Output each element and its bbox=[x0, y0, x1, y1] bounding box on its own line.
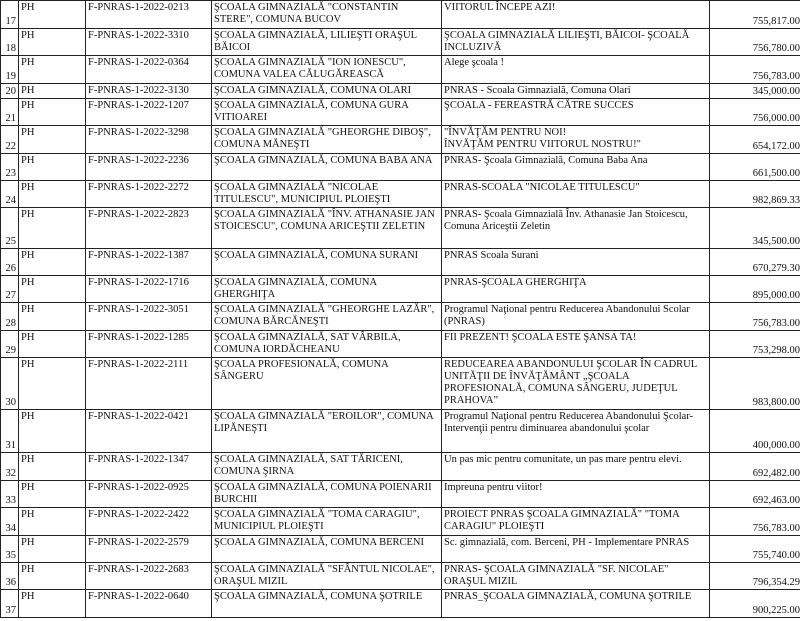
school-name-cell: ŞCOALA GIMNAZIALĂ "EROILOR", COMUNA LIPĂNEŞTI bbox=[212, 410, 442, 453]
table-row bbox=[1, 536, 800, 563]
project-code-cell: F-PNRAS-1-2022-2579 bbox=[86, 536, 212, 563]
row-number: 24 bbox=[1, 181, 19, 208]
table-row bbox=[1, 358, 800, 410]
table-row bbox=[1, 590, 800, 618]
project-title-cell: PNRAS- Şcoala Gimnazială, Comuna Baba Ana bbox=[442, 154, 710, 181]
school-name-cell: ŞCOALA GIMNAZIALĂ "TOMA CARAGIU", MUNICIPIUL PLOIEŞTI bbox=[212, 508, 442, 536]
table-row bbox=[1, 508, 800, 536]
county-cell: PH bbox=[19, 84, 86, 99]
county-cell: PH bbox=[19, 208, 86, 249]
value-cell: 670,279.30 bbox=[710, 249, 800, 276]
value-cell: 796,354.29 bbox=[710, 563, 800, 590]
school-name-cell: ŞCOALA GIMNAZIALĂ "GHEORGHE DIBOŞ", COMUNA MĂNEŞTI bbox=[212, 126, 442, 154]
school-name-cell: ŞCOALA GIMNAZIALĂ "SFÂNTUL NICOLAE", ORAŞUL MIZIL bbox=[212, 563, 442, 590]
project-title-cell: PNRAS Scoala Surani bbox=[442, 249, 710, 276]
school-name-cell: ŞCOALA GIMNAZIALĂ, LILIEŞTI ORAŞUL BĂICOI bbox=[212, 29, 442, 56]
value-cell: 692,482.00 bbox=[710, 453, 800, 481]
value-cell: 400,000.00 bbox=[710, 410, 800, 453]
value-cell: 982,869.33 bbox=[710, 181, 800, 208]
value-cell: 345,000.00 bbox=[710, 84, 800, 99]
value-cell: 753,298.00 bbox=[710, 331, 800, 358]
row-number: 22 bbox=[1, 126, 19, 154]
school-name-cell: ŞCOALA GIMNAZIALĂ, COMUNA OLARI bbox=[212, 84, 442, 99]
table-row bbox=[1, 276, 800, 303]
table-row bbox=[1, 126, 800, 154]
table-body bbox=[1, 1, 800, 618]
county-cell: PH bbox=[19, 1, 86, 29]
project-title-cell: PROIECT PNRAS ŞCOALA GIMNAZIALĂ" "TOMA CARAGIU" PLOIEŞTI bbox=[442, 508, 710, 536]
project-title-cell: Un pas mic pentru comunitate, un pas mare pentru elevi. bbox=[442, 453, 710, 481]
row-number: 18 bbox=[1, 29, 19, 56]
row-number: 27 bbox=[1, 276, 19, 303]
school-name-cell: ŞCOALA GIMNAZIALĂ, COMUNA SURANI bbox=[212, 249, 442, 276]
value-cell: 756,780.00 bbox=[710, 29, 800, 56]
project-code-cell: F-PNRAS-1-2022-0640 bbox=[86, 590, 212, 618]
value-cell: 654,172.00 bbox=[710, 126, 800, 154]
table-row bbox=[1, 1, 800, 29]
project-code-cell: F-PNRAS-1-2022-3130 bbox=[86, 84, 212, 99]
school-name-cell: ŞCOALA GIMNAZIALĂ "NICOLAE TITULESCU", MUNICIPIUL PLOIEŞTI bbox=[212, 181, 442, 208]
value-cell: 900,225.00 bbox=[710, 590, 800, 618]
school-name-cell: ŞCOALA GIMNAZIALĂ "CONSTANTIN STERE", COMUNA BUCOV bbox=[212, 1, 442, 29]
project-code-cell: F-PNRAS-1-2022-0213 bbox=[86, 1, 212, 29]
table-row bbox=[1, 331, 800, 358]
project-title-cell: Impreuna pentru viitor! bbox=[442, 481, 710, 508]
value-cell: 661,500.00 bbox=[710, 154, 800, 181]
county-cell: PH bbox=[19, 276, 86, 303]
value-cell: 755,740.00 bbox=[710, 536, 800, 563]
project-title-cell: Alege şcoala ! bbox=[442, 56, 710, 84]
school-name-cell: ŞCOALA GIMNAZIALĂ "ION IONESCU", COMUNA VALEA CĂLUGĂREASCĂ bbox=[212, 56, 442, 84]
county-cell: PH bbox=[19, 29, 86, 56]
row-number: 21 bbox=[1, 99, 19, 126]
school-name-cell: ŞCOALA GIMNAZIALĂ, SAT TĂRICENI, COMUNA ŞIRNA bbox=[212, 453, 442, 481]
project-title-cell: Programul Naţional pentru Reducerea Abandonului Şcolar- Intervenţii pentru diminuarea abandonului şcolar bbox=[442, 410, 710, 453]
table-row bbox=[1, 453, 800, 481]
school-name-cell: ŞCOALA GIMNAZIALĂ, COMUNA POIENARII BURCHII bbox=[212, 481, 442, 508]
table-row bbox=[1, 208, 800, 249]
project-title-cell: PNRAS-SCOALA "NICOLAE TITULESCU" bbox=[442, 181, 710, 208]
project-code-cell: F-PNRAS-1-2022-1387 bbox=[86, 249, 212, 276]
table-row bbox=[1, 56, 800, 84]
school-name-cell: ŞCOALA GIMNAZIALĂ "ÎNV. ATHANASIE JAN STOICESCU", COMUNA ARICEŞTII ZELETIN bbox=[212, 208, 442, 249]
county-cell: PH bbox=[19, 181, 86, 208]
row-number: 23 bbox=[1, 154, 19, 181]
project-title-cell: REDUCEAREA ABANDONULUI ŞCOLAR ÎN CADRUL UNITĂŢII DE ÎNVĂŢĂMÂNT „ŞCOALA PROFESIONALĂ, COMUNA SÂNGERU, JUDEŢUL PRAHOVA” bbox=[442, 358, 710, 410]
school-name-cell: ŞCOALA GIMNAZIALĂ, SAT VÂRBILA, COMUNA IORDĂCHEANU bbox=[212, 331, 442, 358]
row-number: 26 bbox=[1, 249, 19, 276]
project-code-cell: F-PNRAS-1-2022-2422 bbox=[86, 508, 212, 536]
project-code-cell: F-PNRAS-1-2022-1285 bbox=[86, 331, 212, 358]
project-title-cell: PNRAS - Scoala Gimnazială, Comuna Olari bbox=[442, 84, 710, 99]
value-cell: 756,783.00 bbox=[710, 56, 800, 84]
county-cell: PH bbox=[19, 154, 86, 181]
row-number: 25 bbox=[1, 208, 19, 249]
county-cell: PH bbox=[19, 249, 86, 276]
county-cell: PH bbox=[19, 303, 86, 331]
school-name-cell: ŞCOALA GIMNAZIALĂ, COMUNA GURA VITIOAREI bbox=[212, 99, 442, 126]
county-cell: PH bbox=[19, 126, 86, 154]
county-cell: PH bbox=[19, 358, 86, 410]
value-cell: 692,463.00 bbox=[710, 481, 800, 508]
row-number: 37 bbox=[1, 590, 19, 618]
value-cell: 756,783.00 bbox=[710, 508, 800, 536]
table-row bbox=[1, 303, 800, 331]
project-title-cell: FII PREZENT! ŞCOALA ESTE ŞANSA TA! bbox=[442, 331, 710, 358]
row-number: 36 bbox=[1, 563, 19, 590]
project-title-cell: "ÎNVĂŢĂM PENTRU NOI! ÎNVĂŢĂM PENTRU VIITORUL NOSTRU!" bbox=[442, 126, 710, 154]
row-number: 31 bbox=[1, 410, 19, 453]
project-code-cell: F-PNRAS-1-2022-3298 bbox=[86, 126, 212, 154]
county-cell: PH bbox=[19, 536, 86, 563]
value-cell: 345,500.00 bbox=[710, 208, 800, 249]
project-title-cell: VIITORUL ÎNCEPE AZI! bbox=[442, 1, 710, 29]
county-cell: PH bbox=[19, 99, 86, 126]
school-name-cell: ŞCOALA PROFESIONALĂ, COMUNA SÂNGERU bbox=[212, 358, 442, 410]
county-cell: PH bbox=[19, 481, 86, 508]
project-code-cell: F-PNRAS-1-2022-2111 bbox=[86, 358, 212, 410]
value-cell: 756,000.00 bbox=[710, 99, 800, 126]
table-row bbox=[1, 563, 800, 590]
project-code-cell: F-PNRAS-1-2022-2823 bbox=[86, 208, 212, 249]
row-number: 17 bbox=[1, 1, 19, 29]
project-title-cell: PNRAS- Şcoala Gimnazială Înv. Athanasie Jan Stoicescu, Comuna Ariceştii Zeletin bbox=[442, 208, 710, 249]
project-title-cell: PNRAS- ŞCOALA GIMNAZIALĂ "SF. NICOLAE" ORAŞUL MIZIL bbox=[442, 563, 710, 590]
project-code-cell: F-PNRAS-1-2022-0925 bbox=[86, 481, 212, 508]
project-code-cell: F-PNRAS-1-2022-3310 bbox=[86, 29, 212, 56]
project-code-cell: F-PNRAS-1-2022-3051 bbox=[86, 303, 212, 331]
row-number: 30 bbox=[1, 358, 19, 410]
row-number: 35 bbox=[1, 536, 19, 563]
table-row bbox=[1, 154, 800, 181]
value-cell: 755,817.00 bbox=[710, 1, 800, 29]
table-row bbox=[1, 99, 800, 126]
project-code-cell: F-PNRAS-1-2022-0421 bbox=[86, 410, 212, 453]
county-cell: PH bbox=[19, 410, 86, 453]
row-number: 19 bbox=[1, 56, 19, 84]
project-title-cell: Sc. gimnazială, com. Berceni, PH - Implementare PNRAS bbox=[442, 536, 710, 563]
value-cell: 895,000.00 bbox=[710, 276, 800, 303]
row-number: 28 bbox=[1, 303, 19, 331]
project-code-cell: F-PNRAS-1-2022-1347 bbox=[86, 453, 212, 481]
project-code-cell: F-PNRAS-1-2022-1716 bbox=[86, 276, 212, 303]
project-code-cell: F-PNRAS-1-2022-2683 bbox=[86, 563, 212, 590]
county-cell: PH bbox=[19, 56, 86, 84]
table-row bbox=[1, 29, 800, 56]
table-row bbox=[1, 84, 800, 99]
project-code-cell: F-PNRAS-1-2022-2272 bbox=[86, 181, 212, 208]
row-number: 29 bbox=[1, 331, 19, 358]
table-row bbox=[1, 249, 800, 276]
school-name-cell: ŞCOALA GIMNAZIALĂ, COMUNA ŞOTRILE bbox=[212, 590, 442, 618]
county-cell: PH bbox=[19, 508, 86, 536]
value-cell: 983,800.00 bbox=[710, 358, 800, 410]
project-code-cell: F-PNRAS-1-2022-1207 bbox=[86, 99, 212, 126]
project-code-cell: F-PNRAS-1-2022-0364 bbox=[86, 56, 212, 84]
county-cell: PH bbox=[19, 331, 86, 358]
value-cell: 756,783.00 bbox=[710, 303, 800, 331]
school-name-cell: ŞCOALA GIMNAZIALĂ "GHEORGHE LAZĂR", COMUNA BĂRCĂNEŞTI bbox=[212, 303, 442, 331]
project-code-cell: F-PNRAS-1-2022-2236 bbox=[86, 154, 212, 181]
project-title-cell: Programul Naţional pentru Reducerea Abandonului Scolar (PNRAS) bbox=[442, 303, 710, 331]
table-row bbox=[1, 181, 800, 208]
row-number: 20 bbox=[1, 84, 19, 99]
county-cell: PH bbox=[19, 563, 86, 590]
project-title-cell: PNRAS-ŞCOALA GHERGHIŢA bbox=[442, 276, 710, 303]
school-name-cell: ŞCOALA GIMNAZIALĂ, COMUNA BABA ANA bbox=[212, 154, 442, 181]
row-number: 34 bbox=[1, 508, 19, 536]
project-title-cell: ŞCOALA - FEREASTRĂ CĂTRE SUCCES bbox=[442, 99, 710, 126]
school-name-cell: ŞCOALA GIMNAZIALĂ, COMUNA BERCENI bbox=[212, 536, 442, 563]
row-number: 33 bbox=[1, 481, 19, 508]
county-cell: PH bbox=[19, 453, 86, 481]
table-row bbox=[1, 410, 800, 453]
school-name-cell: ŞCOALA GIMNAZIALĂ, COMUNA GHERGHIŢA bbox=[212, 276, 442, 303]
project-title-cell: ŞCOALA GIMNAZIALĂ LILIEŞTI, BĂICOI- ŞCOALĂ INCLUZIVĂ bbox=[442, 29, 710, 56]
table-row bbox=[1, 481, 800, 508]
county-cell: PH bbox=[19, 590, 86, 618]
row-number: 32 bbox=[1, 453, 19, 481]
project-title-cell: PNRAS_ŞCOALA GIMNAZIALĂ, COMUNA ŞOTRILE bbox=[442, 590, 710, 618]
